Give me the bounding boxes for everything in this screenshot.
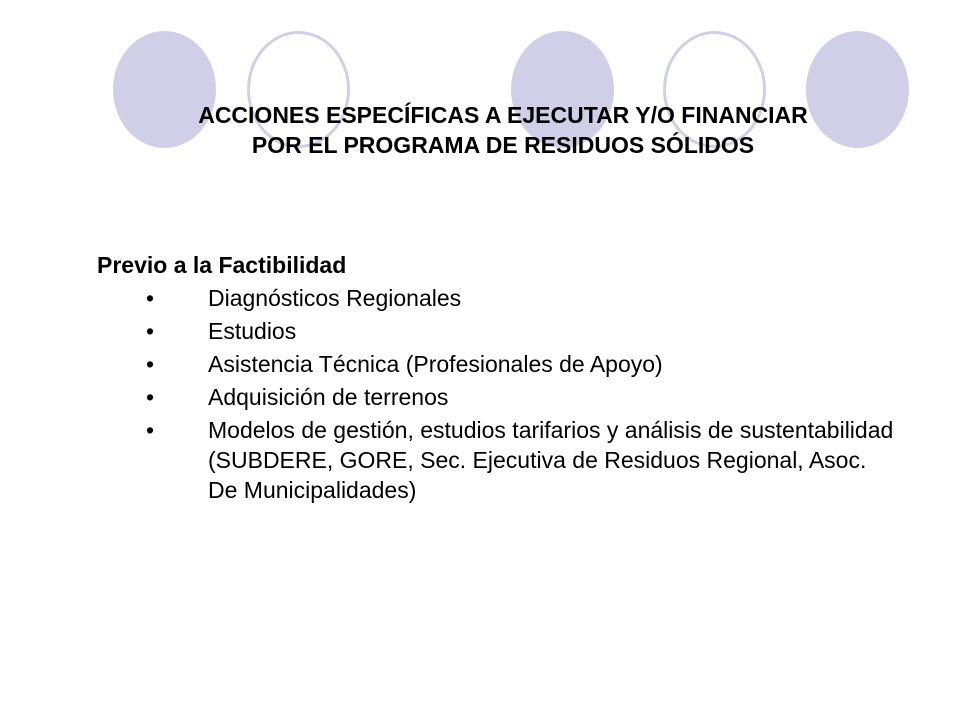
bullet-icon: •	[146, 384, 155, 410]
bullet-icon: •	[146, 318, 155, 344]
list-item-text: Modelos de gestión, estudios tarifarios y análisis de sustentabilidad (SUBDERE, GORE, Sec. Ejecutiva de Residuos Regional, Asoc. De Municipalidades)	[208, 417, 894, 503]
slide-body	[97, 250, 897, 508]
list-item-text: Estudios	[208, 318, 297, 344]
slide-title-line-1: ACCIONES ESPECÍFICAS A EJECUTAR Y/O FINANCIAR	[198, 102, 808, 128]
list-item-text: Diagnósticos Regionales	[208, 285, 462, 311]
list-item	[97, 415, 897, 505]
list-item	[97, 382, 897, 412]
list-item	[97, 349, 897, 379]
bullet-list	[97, 283, 897, 505]
list-item	[97, 316, 897, 346]
list-item	[97, 283, 897, 313]
bullet-icon: •	[146, 285, 155, 311]
list-item-text: Asistencia Técnica (Profesionales de Apoyo)	[208, 351, 663, 377]
section-heading: Previo a la Factibilidad	[97, 252, 347, 278]
slide-title	[100, 100, 906, 160]
bullet-icon: •	[146, 351, 155, 377]
bullet-icon: •	[146, 417, 155, 443]
list-item-text: Adquisición de terrenos	[208, 384, 449, 410]
slide-title-line-2: POR EL PROGRAMA DE RESIDUOS SÓLIDOS	[251, 132, 755, 158]
